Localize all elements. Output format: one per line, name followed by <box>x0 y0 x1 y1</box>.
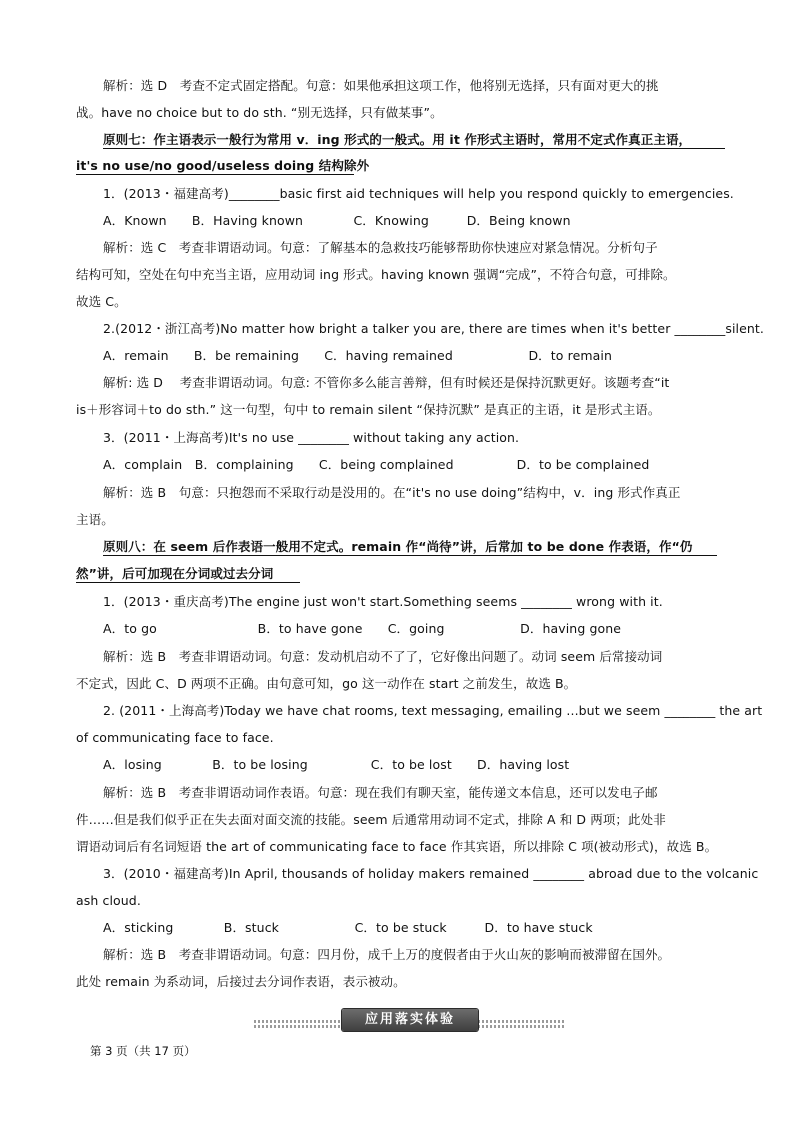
analysis-text: 解析：选 B 考查非谓语动词作表语。句意：现在我们有聊天室，能传递文本信息，还可以发电子邮 <box>103 785 658 800</box>
answer-options: A．complain B．complaining C．being complained D．to be complained <box>103 457 650 472</box>
analysis-text: 解析：选 C 考查非谓语动词。句意：了解基本的急救技巧能够帮助你快速应对紧急情况。分析句子 <box>103 240 658 255</box>
analysis-text: 故选 C。 <box>76 294 127 309</box>
analysis-text: 解析：选 B 考查非谓语动词。句意：四月份，成千上万的度假者由于火山灰的影响而被滞留在国外。 <box>103 947 671 962</box>
analysis-text: 解析: 选 D 考查非谓语动词。句意: 不管你多么能言善辩，但有时候还是保持沉默更好。该题考查“it <box>103 375 670 390</box>
analysis-text: 谓语动词后有名词短语 the art of communicating face to face 作其宾语，所以排除 C 项(被动形式)，故选 B。 <box>76 839 718 854</box>
question-text: 1．(2013・重庆高考)The engine just won't start.Something seems ________ wrong with it. <box>103 594 663 609</box>
question-text: 2.(2012・浙江高考)No matter how bright a talker you are, there are times when it's better ________silent. <box>103 321 764 336</box>
analysis-text: 此处 remain 为系动词，后接过去分词作表语，表示被动。 <box>76 974 406 989</box>
analysis-text: 解析：选 D 考查不定式固定搭配。句意：如果他承担这项工作，他将别无选择，只有面对更大的挑 <box>103 78 659 93</box>
section-banner-label: 应用落实体验 <box>342 1009 478 1031</box>
answer-options: A．Known B．Having known C．Knowing D．Being known <box>103 213 571 228</box>
answer-options: A．losing B．to be losing C．to be lost D．having lost <box>103 757 570 772</box>
question-text: 3．(2011・上海高考)It's no use ________ without taking any action. <box>103 430 520 445</box>
analysis-text: 件……但是我们似乎正在失去面对面交流的技能。seem 后通常用动词不定式，排除 A 和 D 两项；此处非 <box>76 812 666 827</box>
analysis-text: 战。have no choice but to do sth. “别无选择，只有做某事”。 <box>76 105 443 120</box>
underline <box>76 582 300 583</box>
page-number-footer: 第 3 页（共 17 页） <box>90 1044 196 1058</box>
rule-seven-heading: it's no use/no good/useless doing 结构除外 <box>76 158 370 173</box>
analysis-text: 结构可知，空处在句中充当主语，应用动词 ing 形式。having known 强调“完成”，不符合句意，可排除。 <box>76 267 676 282</box>
analysis-text: is＋形容词＋to do sth.” 这一句型，句中 to remain silent “保持沉默” 是真正的主语，it 是形式主语。 <box>76 402 661 417</box>
answer-options: A．sticking B．stuck C．to be stuck D．to have stuck <box>103 920 593 935</box>
question-text: ash cloud. <box>76 893 141 908</box>
section-banner <box>254 1008 566 1034</box>
answer-options: A．remain B．be remaining C．having remained D．to remain <box>103 348 612 363</box>
question-text: of communicating face to face. <box>76 730 274 745</box>
rule-eight-heading: 原则八：在 seem 后作表语一般用不定式。remain 作“尚待”讲，后常加 to be done 作表语，作“仍 <box>103 539 693 554</box>
question-text: 3．(2010・福建高考)In April, thousands of holiday makers remained ________ abroad due to the volcanic <box>103 866 759 881</box>
analysis-text: 解析：选 B 句意：只抱怨而不采取行动是没用的。在“it's no use doing”结构中，v．ing 形式作真正 <box>103 485 681 500</box>
question-text: 2. (2011・上海高考)Today we have chat rooms, text messaging, emailing ...but we seem ________ the art <box>103 703 763 718</box>
analysis-text: 主语。 <box>76 512 114 527</box>
underline <box>76 174 354 175</box>
analysis-text: 不定式，因此 C、D 两项不正确。由句意可知，go 这一动作在 start 之前发生，故选 B。 <box>76 676 577 691</box>
underline <box>103 148 725 149</box>
analysis-text: 解析：选 B 考查非谓语动词。句意：发动机启动不了了，它好像出问题了。动词 seem 后常接动词 <box>103 649 663 664</box>
rule-seven-heading: 原则七：作主语表示一般行为常用 v．ing 形式的一般式。用 it 作形式主语时，常用不定式作真正主语， <box>103 132 692 147</box>
question-text: 1．(2013・福建高考)________basic first aid techniques will help you respond quickly to emergencies. <box>103 186 734 201</box>
underline <box>103 555 717 556</box>
rule-eight-heading: 然”讲，后可加现在分词或过去分词 <box>76 566 274 581</box>
answer-options: A．to go B．to have gone C．going D．having gone <box>103 621 622 636</box>
